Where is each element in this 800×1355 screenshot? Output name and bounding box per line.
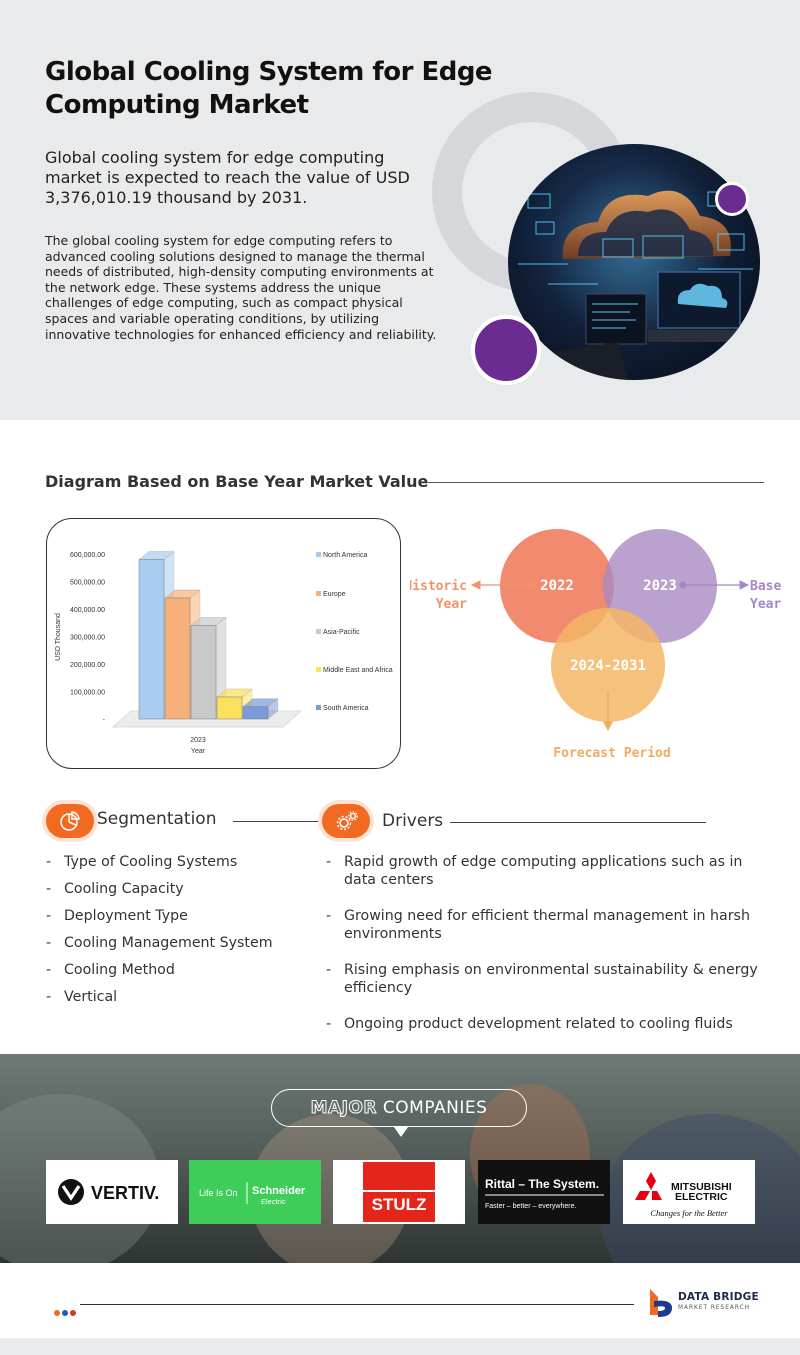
y-axis-label: USD Thousand xyxy=(55,613,62,661)
bar-europe xyxy=(165,598,190,719)
historic-year-value: 2022 xyxy=(540,578,574,594)
schneider-electric-text: Electric xyxy=(261,1197,286,1206)
segmentation-list xyxy=(46,853,316,1015)
segmentation-title: Segmentation xyxy=(97,809,217,829)
diagram-section-title: Diagram Based on Base Year Market Value xyxy=(45,472,432,491)
decorative-dot-large xyxy=(471,315,541,385)
page-title: Global Cooling System for Edge Computing Market xyxy=(45,57,493,120)
brand-subtitle: MARKET RESEARCH xyxy=(678,1305,750,1311)
vertiv-mark-icon xyxy=(58,1179,84,1205)
rittal-tagline: Faster – better – everywhere. xyxy=(485,1203,577,1210)
list-item: - Ongoing product development related to cooling fluids xyxy=(326,1015,776,1033)
y-tick-label: 600,000.00 xyxy=(69,552,105,559)
schneider-wordmark: Schneider xyxy=(252,1185,306,1197)
y-tick-label: 500,000.00 xyxy=(69,579,105,587)
base-year-value: 2023 xyxy=(643,578,677,594)
segmentation-badge xyxy=(46,804,94,838)
logo-vertiv xyxy=(46,1160,178,1224)
major-companies-section xyxy=(0,1054,800,1263)
x-axis-label: Year xyxy=(190,748,206,755)
logo-schneider xyxy=(189,1160,321,1224)
y-tick-label: 300,000.00 xyxy=(69,634,105,642)
mitsubishi-diamonds-icon xyxy=(635,1172,662,1200)
list-item: - Rapid growth of edge computing applications such as in data centers xyxy=(326,853,776,889)
footer-divider xyxy=(80,1304,634,1305)
list-item: - Vertical xyxy=(46,988,316,1006)
brand-name: DATA BRIDGE xyxy=(678,1291,759,1303)
mitsubishi-tagline: Changes for the Better xyxy=(650,1208,728,1218)
hero-cloud-computing-image xyxy=(508,144,760,380)
vertiv-wordmark: VERTIV. xyxy=(91,1183,160,1203)
hero-lead-text: Global cooling system for edge computing market is expected to reach the value of USD 3,376,010.19 thousand by 2031. xyxy=(45,148,410,207)
bottom-strip xyxy=(0,1338,800,1355)
mitsubishi-electric-text: ELECTRIC xyxy=(675,1191,728,1203)
legend-swatch xyxy=(316,629,321,634)
list-item: - Cooling Management System xyxy=(46,934,316,952)
y-tick-label: 200,000.00 xyxy=(69,662,105,669)
bar-chart xyxy=(47,519,402,770)
legend-swatch xyxy=(316,552,321,557)
gears-icon xyxy=(335,810,359,832)
bar-south-america xyxy=(243,707,268,719)
hero-section xyxy=(0,0,800,420)
decorative-dot-small xyxy=(715,182,749,216)
bar-chart-card xyxy=(46,518,401,769)
legend-swatch xyxy=(316,667,321,672)
major-companies-heading xyxy=(271,1089,527,1127)
heading-pointer xyxy=(394,1127,408,1137)
x-tick-label: 2023 xyxy=(190,737,206,744)
logo-mitsubishi xyxy=(623,1160,755,1224)
legend-entry: North America xyxy=(323,552,368,559)
legend-entry: Asia-Pacific xyxy=(323,629,360,636)
list-item: - Deployment Type xyxy=(46,907,316,925)
y-tick-label: - xyxy=(102,717,105,724)
list-item: - Growing need for efficient thermal management in harsh environments xyxy=(326,907,776,943)
stulz-wordmark: STULZ xyxy=(371,1195,427,1214)
mitsubishi-wordmark: MITSUBISHI xyxy=(671,1181,732,1193)
drivers-title: Drivers xyxy=(382,811,444,831)
base-label: Base xyxy=(750,579,782,594)
list-item: - Cooling Capacity xyxy=(46,880,316,898)
historic-label-year: Year xyxy=(435,597,467,612)
forecast-label: Forecast Period xyxy=(553,746,671,761)
y-tick-label: 100,000.00 xyxy=(69,689,105,697)
legend-entry: South America xyxy=(323,705,369,712)
list-item: - Cooling Method xyxy=(46,961,316,979)
data-bridge-logo-icon xyxy=(646,1287,680,1321)
list-item: - Rising emphasis on environmental sustainability & energy efficiency xyxy=(326,961,776,997)
base-label-year: Year xyxy=(750,597,782,612)
segmentation-divider xyxy=(233,821,333,822)
bar-north-america xyxy=(139,560,164,720)
schneider-tagline: Life Is On xyxy=(199,1188,238,1198)
bar-asia-pacific xyxy=(191,626,216,720)
list-item: - Type of Cooling Systems xyxy=(46,853,316,871)
legend-entry: Middle East and Africa xyxy=(323,667,393,674)
y-tick-label: 400,000.00 xyxy=(69,607,105,614)
legend-entry: Europe xyxy=(323,591,346,598)
bar-middle-east-and-africa xyxy=(217,697,242,719)
venn-diagram xyxy=(410,520,800,770)
drivers-divider xyxy=(450,822,706,823)
drivers-list xyxy=(326,853,776,1051)
legend-swatch xyxy=(316,705,321,710)
rittal-wordmark: Rittal – The System. xyxy=(485,1177,600,1191)
logo-rittal xyxy=(478,1160,610,1224)
legend-swatch xyxy=(316,591,321,596)
logo-stulz xyxy=(333,1160,465,1224)
heading-rest: COMPANIES xyxy=(377,1098,488,1118)
hero-body-text: The global cooling system for edge computing refers to advanced cooling solutions designed to manage the thermal needs of distributed, high-density computing environments at the network edge. These systems address the unique challenges of edge computing, such as compact physical spaces and variable operating conditions, by utilizing innovative technologies for enhanced efficiency and reliability. xyxy=(45,233,437,342)
drivers-badge xyxy=(322,804,370,838)
historic-label: Historic xyxy=(410,579,467,594)
forecast-period-value: 2024-2031 xyxy=(570,658,646,674)
pie-chart-icon xyxy=(59,810,81,832)
heading-strong: MAJOR xyxy=(310,1098,378,1118)
footer-dots xyxy=(54,1301,78,1320)
section-divider xyxy=(428,482,764,483)
